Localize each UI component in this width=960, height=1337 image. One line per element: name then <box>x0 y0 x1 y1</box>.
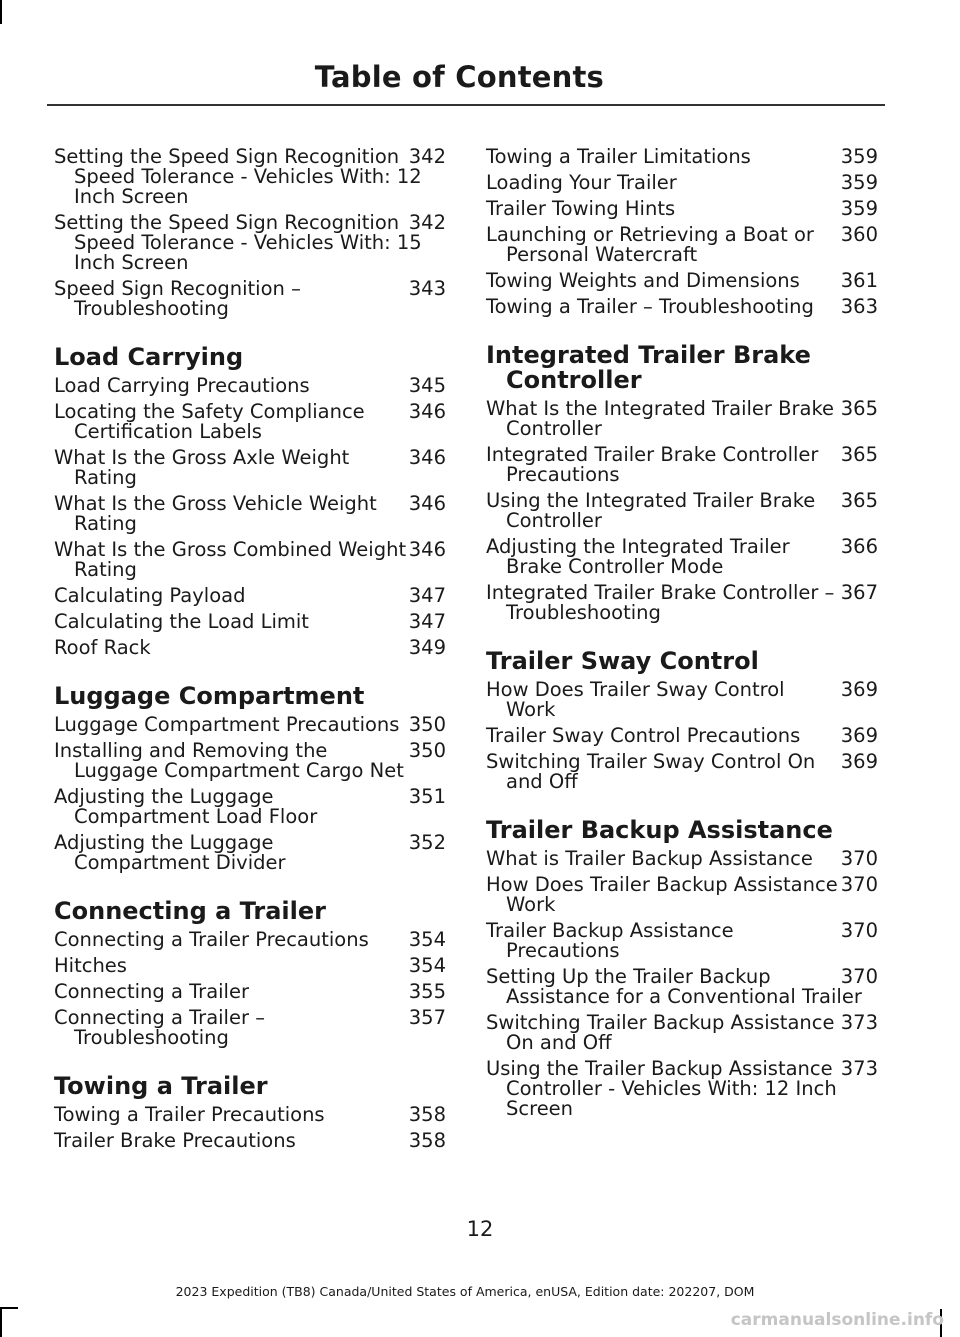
toc-entry[interactable] <box>54 612 446 632</box>
toc-entry-page: 346 <box>408 538 446 561</box>
toc-entry[interactable] <box>54 494 446 534</box>
toc-entry-title: Adjusting the Luggage Compartment Divider <box>54 831 286 874</box>
toc-entry-title: Trailer Brake Precautions <box>54 1129 296 1152</box>
toc-entry-title: Connecting a Trailer – Troubleshooting <box>54 1006 265 1049</box>
toc-entry-page: 370 <box>840 847 878 870</box>
toc-entry[interactable] <box>54 586 446 606</box>
toc-entry-page: 354 <box>408 954 446 977</box>
toc-entry-title: Adjusting the Luggage Compartment Load Floor <box>54 785 318 828</box>
toc-entry-page: 346 <box>408 400 446 423</box>
toc-entry[interactable] <box>486 875 878 915</box>
toc-entry-page: 365 <box>840 489 878 512</box>
toc-entry[interactable] <box>54 279 446 319</box>
toc-entry-page: 346 <box>408 446 446 469</box>
toc-entry[interactable] <box>54 402 446 442</box>
toc-entry-page: 366 <box>840 535 878 558</box>
toc-entry[interactable] <box>486 680 878 720</box>
page-number: 12 <box>466 1217 494 1241</box>
toc-entry-page: 369 <box>840 750 878 773</box>
toc-entry-page: 358 <box>408 1129 446 1152</box>
toc-entry-page: 358 <box>408 1103 446 1126</box>
toc-entry-title: Switching Trailer Backup Assistance On and Off <box>486 1011 835 1054</box>
toc-entry-title: Setting the Speed Sign Recognition Speed Tolerance - Vehicles With: 12 Inch Screen <box>54 145 422 208</box>
toc-entry[interactable] <box>486 173 878 193</box>
toc-entry-title: Roof Rack <box>54 636 151 659</box>
toc-entry[interactable] <box>486 445 878 485</box>
toc-entry[interactable] <box>486 967 878 1007</box>
toc-entry-title: Setting Up the Trailer Backup Assistance for a Conventional Trailer <box>486 965 862 1008</box>
toc-entry[interactable] <box>486 225 878 265</box>
toc-entry-title: Connecting a Trailer Precautions <box>54 928 369 951</box>
toc-entry-title: Calculating the Load Limit <box>54 610 309 633</box>
toc-entry-title: Trailer Backup Assistance Precautions <box>486 919 734 962</box>
toc-entry-title: Using the Integrated Trailer Brake Controller <box>486 489 816 532</box>
toc-entry-page: 347 <box>408 584 446 607</box>
toc-entry-title: Setting the Speed Sign Recognition Speed Tolerance - Vehicles With: 15 Inch Screen <box>54 211 422 274</box>
toc-entry-page: 370 <box>840 919 878 942</box>
toc-entry-title: Hitches <box>54 954 127 977</box>
toc-entry-title: Launching or Retrieving a Boat or Personal Watercraft <box>486 223 814 266</box>
toc-entry-page: 345 <box>408 374 446 397</box>
section-heading: Load Carrying <box>54 343 244 371</box>
toc-entry-page: 369 <box>840 678 878 701</box>
toc-entry[interactable] <box>54 1008 446 1048</box>
toc-entry-page: 349 <box>408 636 446 659</box>
toc-entry[interactable] <box>54 213 446 273</box>
page-title: Table of Contents <box>314 60 604 94</box>
section-heading: Connecting a Trailer <box>54 897 326 925</box>
toc-entry-page: 369 <box>840 724 878 747</box>
toc-entry-title: What Is the Gross Axle Weight Rating <box>54 446 350 489</box>
toc-entry-page: 360 <box>840 223 878 246</box>
toc-entry-title: What Is the Gross Combined Weight Rating <box>54 538 407 581</box>
toc-entry-title: How Does Trailer Backup Assistance Work <box>486 873 838 916</box>
header-divider <box>47 104 885 106</box>
toc-entry-page: 373 <box>840 1057 878 1080</box>
toc-entry-title: Towing a Trailer – Troubleshooting <box>486 295 814 318</box>
toc-entry[interactable] <box>54 956 446 976</box>
toc-entry-title: What Is the Gross Vehicle Weight Rating <box>54 492 377 535</box>
toc-entry-title: Adjusting the Integrated Trailer Brake Controller Mode <box>486 535 790 578</box>
toc-entry-title: Integrated Trailer Brake Controller – Troubleshooting <box>486 581 835 624</box>
toc-entry-page: 343 <box>408 277 446 300</box>
toc-entry[interactable] <box>486 399 878 439</box>
toc-entry-title: Switching Trailer Sway Control On and Off <box>486 750 816 793</box>
toc-entry-title: Using the Trailer Backup Assistance Controller - Vehicles With: 12 Inch Screen <box>486 1057 837 1120</box>
toc-entry-title: Load Carrying Precautions <box>54 374 310 397</box>
toc-entry-title: Speed Sign Recognition – Troubleshooting <box>54 277 301 320</box>
toc-entry-page: 370 <box>840 965 878 988</box>
section-heading: Integrated Trailer Brake Controller <box>486 341 811 394</box>
toc-entry[interactable] <box>54 638 446 658</box>
crop-mark-bottom-left <box>0 1309 2 1337</box>
toc-entry-title: How Does Trailer Sway Control Work <box>486 678 785 721</box>
toc-entry-page: 367 <box>840 581 878 604</box>
toc-entry-page: 342 <box>408 211 446 234</box>
toc-entry-page: 346 <box>408 492 446 515</box>
toc-entry[interactable] <box>486 147 878 167</box>
toc-entry-page: 373 <box>840 1011 878 1034</box>
crop-mark-bottom-left-h <box>0 1307 18 1309</box>
toc-entry-page: 354 <box>408 928 446 951</box>
footer-edition-info: 2023 Expedition (TB8) Canada/United States of America, enUSA, Edition date: 202207, DOM <box>175 1284 755 1299</box>
toc-left-column <box>54 147 446 1157</box>
toc-entry-page: 365 <box>840 443 878 466</box>
toc-entry[interactable] <box>486 583 878 623</box>
toc-entry-page: 359 <box>840 171 878 194</box>
toc-entry-page: 352 <box>408 831 446 854</box>
toc-entry[interactable] <box>486 537 878 577</box>
toc-entry[interactable] <box>486 491 878 531</box>
toc-entry-title: Installing and Removing the Luggage Compartment Cargo Net <box>54 739 404 782</box>
toc-right-column <box>486 147 878 1125</box>
toc-entry-page: 370 <box>840 873 878 896</box>
toc-entry[interactable] <box>54 787 446 827</box>
toc-entry-page: 355 <box>408 980 446 1003</box>
toc-entry-page: 350 <box>408 713 446 736</box>
toc-entry-title: Towing a Trailer Precautions <box>54 1103 325 1126</box>
toc-entry[interactable] <box>486 1059 878 1119</box>
toc-entry-page: 357 <box>408 1006 446 1029</box>
toc-entry-title: Luggage Compartment Precautions <box>54 713 400 736</box>
toc-entry-page: 363 <box>840 295 878 318</box>
toc-entry-title: Trailer Towing Hints <box>486 197 676 220</box>
toc-entry-page: 347 <box>408 610 446 633</box>
toc-entry[interactable] <box>486 297 878 317</box>
watermark: carmanualsonline.info <box>730 1310 944 1330</box>
toc-entry[interactable] <box>486 849 878 869</box>
toc-entry[interactable] <box>486 752 878 792</box>
toc-entry[interactable] <box>54 376 446 396</box>
toc-entry-page: 361 <box>840 269 878 292</box>
section-heading: Luggage Compartment <box>54 682 365 710</box>
section-heading: Towing a Trailer <box>54 1072 268 1100</box>
toc-entry-title: Loading Your Trailer <box>486 171 677 194</box>
toc-entry-page: 365 <box>840 397 878 420</box>
toc-entry-title: What Is the Integrated Trailer Brake Controller <box>486 397 835 440</box>
toc-entry[interactable] <box>54 1131 446 1151</box>
toc-entry[interactable] <box>54 540 446 580</box>
toc-entry[interactable] <box>54 833 446 873</box>
toc-entry-title: Integrated Trailer Brake Controller Precautions <box>486 443 819 486</box>
toc-entry-title: What is Trailer Backup Assistance <box>486 847 813 870</box>
toc-entry-page: 342 <box>408 145 446 168</box>
toc-entry[interactable] <box>54 1105 446 1125</box>
toc-entry-page: 359 <box>840 145 878 168</box>
toc-entry-title: Towing a Trailer Limitations <box>486 145 751 168</box>
toc-entry-title: Connecting a Trailer <box>54 980 249 1003</box>
toc-entry-title: Calculating Payload <box>54 584 246 607</box>
section-heading: Trailer Backup Assistance <box>486 816 833 844</box>
toc-entry-title: Locating the Safety Compliance Certification Labels <box>54 400 365 443</box>
toc-entry[interactable] <box>486 271 878 291</box>
toc-entry[interactable] <box>54 930 446 950</box>
toc-entry[interactable] <box>486 726 878 746</box>
toc-entry[interactable] <box>486 199 878 219</box>
toc-entry[interactable] <box>486 1013 878 1053</box>
section-heading: Trailer Sway Control <box>486 647 759 675</box>
toc-entry-title: Towing Weights and Dimensions <box>486 269 800 292</box>
crop-mark-top-left <box>0 0 2 24</box>
toc-entry[interactable] <box>54 715 446 735</box>
toc-entry[interactable] <box>54 448 446 488</box>
toc-entry[interactable] <box>54 982 446 1002</box>
toc-entry-title: Trailer Sway Control Precautions <box>486 724 801 747</box>
toc-entry[interactable] <box>54 147 446 207</box>
toc-entry-page: 359 <box>840 197 878 220</box>
toc-entry[interactable] <box>54 741 446 781</box>
toc-entry[interactable] <box>486 921 878 961</box>
toc-entry-page: 351 <box>408 785 446 808</box>
toc-entry-page: 350 <box>408 739 446 762</box>
